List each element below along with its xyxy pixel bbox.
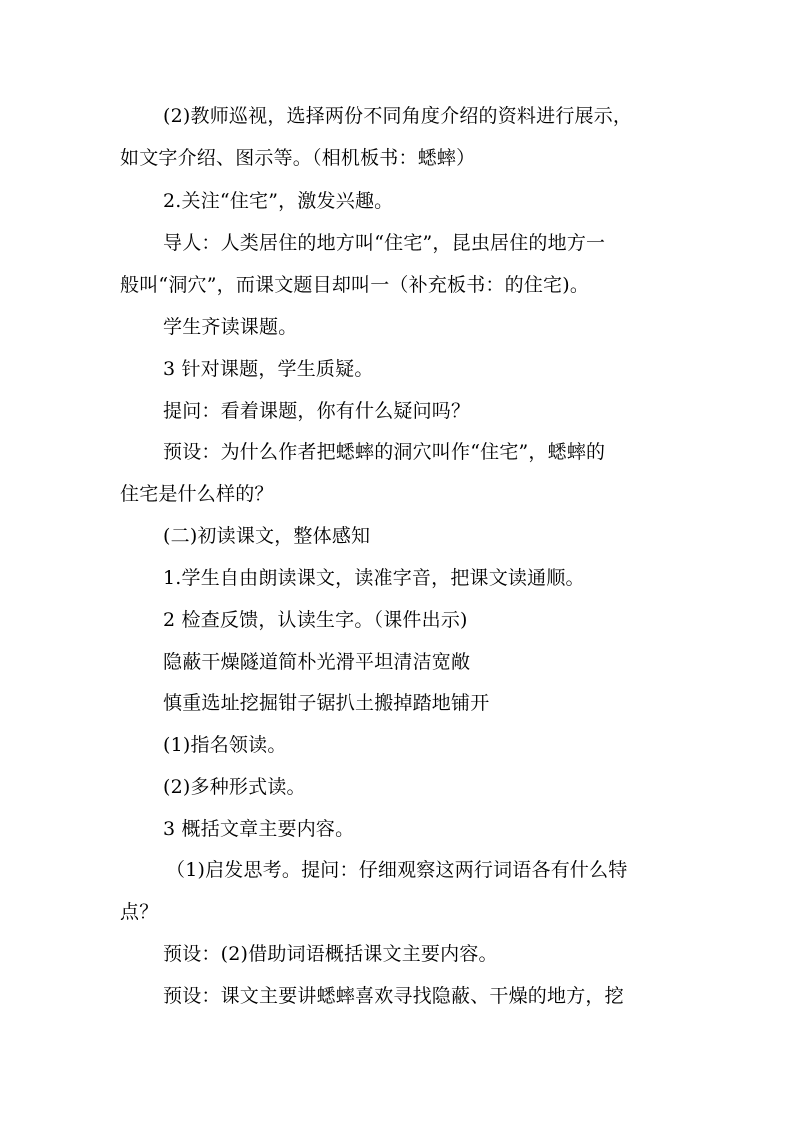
text-line: 般叫“洞穴”，而课文题目却叫一（补充板书：的住宅)。 — [120, 274, 590, 296]
text-line: (1)指名领读。 — [163, 734, 287, 756]
text-line: （1)启发思考。提问：仔细观察这两行词语各有什么特 — [166, 859, 628, 881]
text-line: 2 检查反馈，认读生字。（课件出示) — [163, 609, 468, 631]
text-line: 隐蔽干燥隧道简朴光滑平坦清洁宽敞 — [163, 651, 471, 673]
text-line: 预设：(2)借助词语概括课文主要内容。 — [163, 943, 498, 965]
text-line: 预设：课文主要讲蟋蟀喜欢寻找隐蔽、干燥的地方，挖 — [163, 985, 624, 1007]
text-line: 2.关注“住宅”，激发兴趣。 — [163, 190, 394, 212]
text-line: 提问：看着课题，你有什么疑问吗？ — [163, 400, 471, 422]
text-line: 住宅是什么样的？ — [120, 483, 274, 505]
text-line: 导人：人类居住的地方叫“住宅”，昆虫居住的地方一 — [163, 232, 606, 254]
text-line: (2)多种形式读。 — [163, 776, 306, 798]
text-line: 1.学生自由朗读课文，读准字音，把课文读通顺。 — [163, 567, 585, 589]
text-line: (二)初读课文，整体感知 — [163, 525, 371, 547]
text-line: 3 概括文章主要内容。 — [163, 818, 355, 840]
text-line: 预设：为什么作者把蟋蟀的洞穴叫作“住宅”，蟋蟀的 — [163, 441, 606, 463]
text-line: 学生齐读课题。 — [163, 316, 298, 338]
text-line: 3 针对课题，学生质疑。 — [163, 358, 374, 380]
text-line: 慎重选址挖掘钳子锯扒土搬掉踏地铺开 — [163, 692, 490, 714]
text-line: (2)教师巡视，选择两份不同角度介绍的资料进行展示， — [163, 105, 633, 127]
text-line: 如文字介绍、图示等。（相机板书：蟋蟀） — [120, 147, 476, 169]
text-line: 点？ — [120, 901, 159, 923]
